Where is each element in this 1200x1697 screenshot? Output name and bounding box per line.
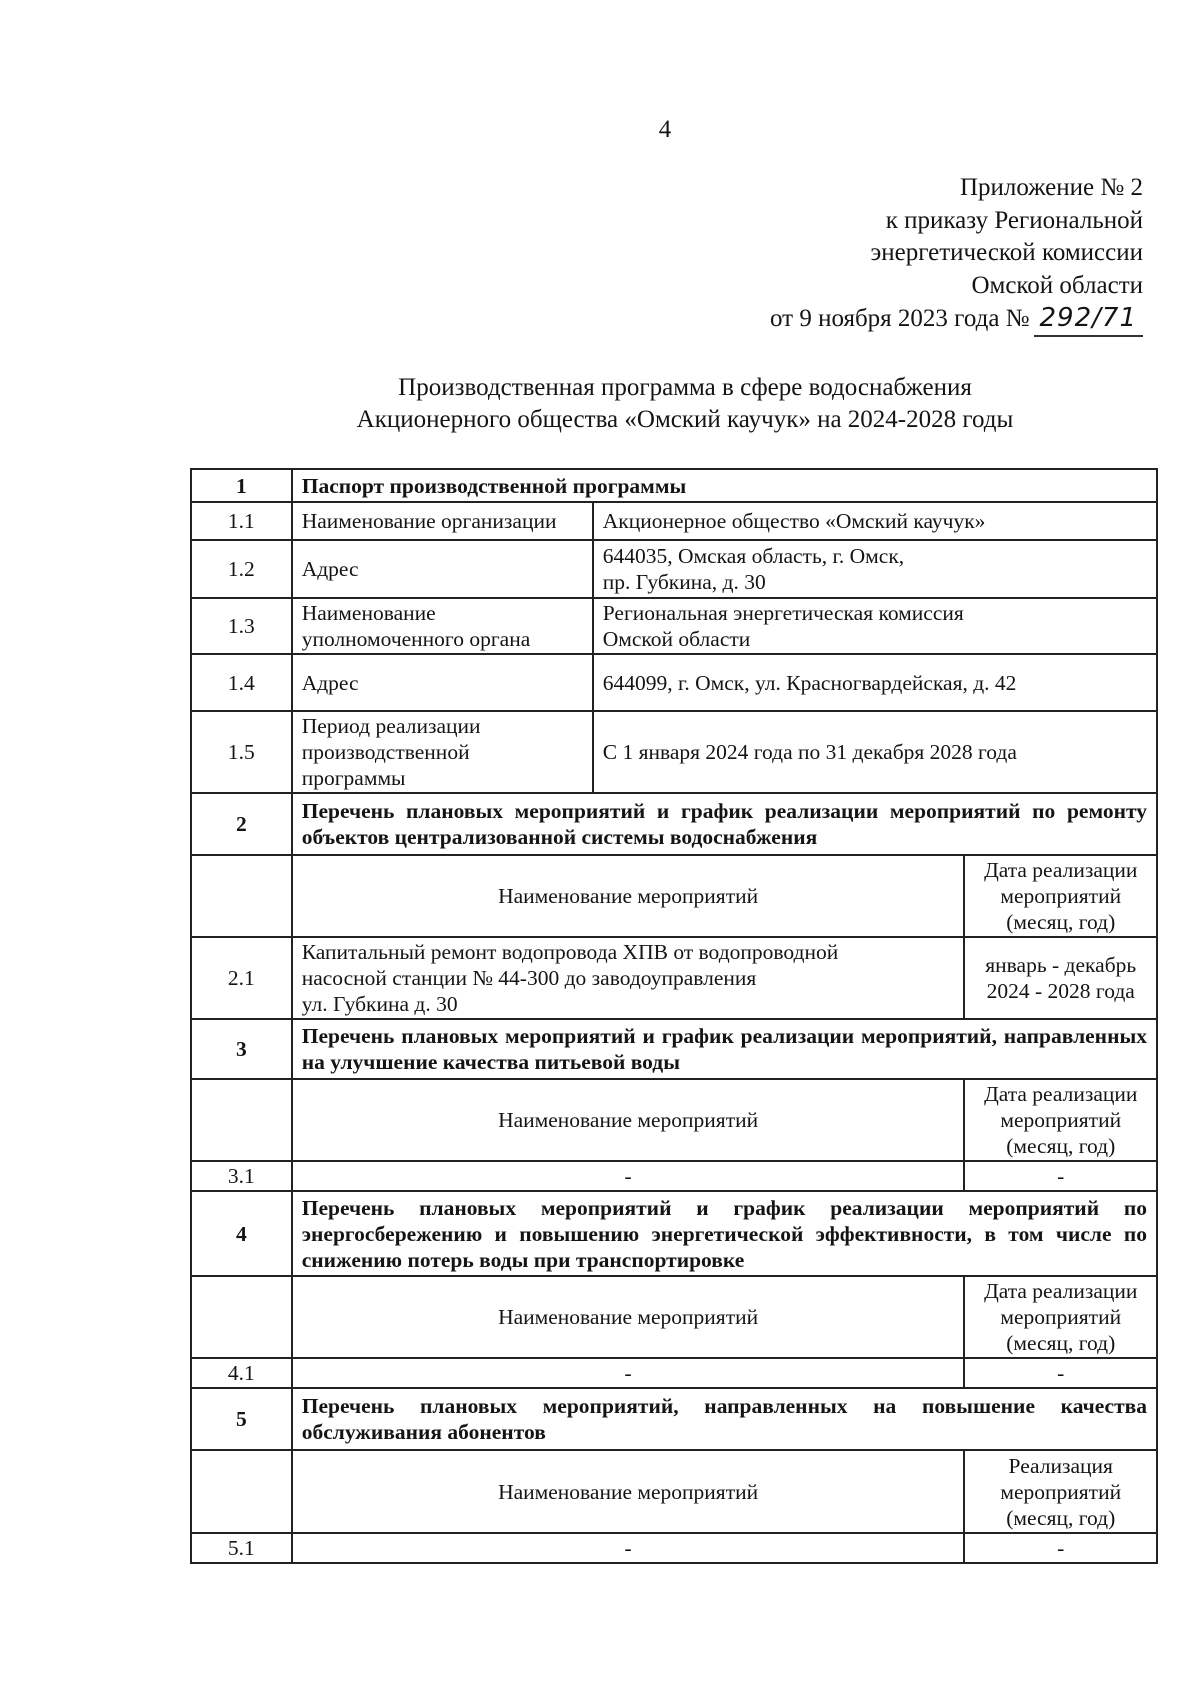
column-header-date (964, 1079, 1157, 1161)
appendix-header (770, 172, 1143, 337)
column-header-name: Наименование мероприятий (292, 1276, 965, 1358)
row-number (191, 1276, 292, 1358)
column-header-name: Наименование мероприятий (292, 1079, 965, 1161)
section-title: Перечень плановых мероприятий и график реализации мероприятий, направленных на улучшение качества питьевой воды (292, 1019, 1157, 1079)
column-header-name: Наименование мероприятий (292, 1450, 965, 1533)
label-line: производственной (301, 740, 470, 764)
appendix-line: Приложение № 2 (959, 174, 1143, 201)
header-line: (месяц, год) (1006, 1505, 1116, 1530)
document-title (180, 372, 1190, 436)
event-name: - (292, 1358, 965, 1388)
table-row (191, 654, 1157, 711)
row-number: 1.1 (191, 502, 292, 540)
appendix-line: Омской области (971, 271, 1143, 299)
title-line: Акционерного общества «Омский каучук» на 2024-2028 годы (356, 406, 1014, 433)
header-line: мероприятий (1000, 1479, 1122, 1504)
label-line: уполномоченного органа (301, 627, 531, 651)
row-number: 1 (191, 469, 292, 502)
name-line: ул. Губкина д. 30 (301, 992, 458, 1016)
row-number: 2 (191, 793, 292, 855)
header-line: Дата реализации (984, 858, 1138, 882)
program-table (190, 468, 1158, 1564)
table-row (191, 540, 1157, 598)
event-name: - (292, 1161, 965, 1191)
row-label (292, 598, 593, 654)
column-header-date (964, 1450, 1157, 1533)
appendix-date-line (770, 302, 1143, 337)
handwritten-order-number: 292/71 (1034, 302, 1143, 337)
event-name (292, 937, 965, 1019)
label-line: Наименование (301, 601, 436, 625)
section-title: Перечень плановых мероприятий, направленных на повышение качества обслуживания абонентов (292, 1388, 1157, 1450)
value-line: 644035, Омская область, г. Омск, (602, 544, 905, 568)
value-line: Омской области (602, 627, 751, 651)
page-number: 4 (658, 116, 672, 143)
column-header-date (964, 1276, 1157, 1358)
table-row (191, 1276, 1157, 1358)
row-number: 5.1 (191, 1533, 292, 1563)
row-number: 4.1 (191, 1358, 292, 1388)
row-label (292, 711, 593, 793)
row-number (191, 855, 292, 937)
row-number: 1.2 (191, 540, 292, 598)
table-row (191, 937, 1157, 1019)
header-line: Дата реализации (984, 1279, 1138, 1303)
row-number: 1.3 (191, 598, 292, 654)
row-number: 3 (191, 1019, 292, 1079)
date-line: 2024 - 2028 года (986, 979, 1135, 1003)
table-row (191, 1358, 1157, 1388)
header-line: мероприятий (1000, 884, 1122, 908)
row-number: 3.1 (191, 1161, 292, 1191)
value-line: Региональная энергетическая комиссия (602, 601, 964, 625)
table-row (191, 1533, 1157, 1563)
row-number: 1.4 (191, 654, 292, 711)
row-number (191, 1450, 292, 1533)
date-line: январь - декабрь (985, 953, 1137, 977)
table-row (191, 711, 1157, 793)
section-title: Перечень плановых мероприятий и график реализации мероприятий по энергосбережению и повышению энергетической эффективности, в том числе по снижению потерь воды при транспортировке (292, 1191, 1157, 1276)
row-number: 5 (191, 1388, 292, 1450)
column-header-date (964, 855, 1157, 937)
header-line: Реализация (1008, 1453, 1113, 1478)
table-row (191, 1161, 1157, 1191)
event-date: - (964, 1161, 1157, 1191)
label-line: программы (301, 766, 406, 790)
value-line: пр. Губкина, д. 30 (602, 570, 766, 594)
header-line: мероприятий (1000, 1305, 1122, 1329)
name-line: насосной станции № 44-300 до заводоуправления (301, 966, 757, 990)
label-line: Период реализации (301, 714, 481, 738)
header-line: (месяц, год) (1006, 1331, 1116, 1355)
appendix-line: энергетической комиссии (870, 239, 1143, 266)
appendix-line: к приказу Региональной (885, 206, 1143, 234)
row-number: 2.1 (191, 937, 292, 1019)
appendix-date-prefix: от 9 ноября 2023 года № (769, 305, 1030, 332)
row-number: 4 (191, 1191, 292, 1276)
event-name: - (292, 1533, 965, 1563)
table-row (191, 1388, 1157, 1450)
table-row (191, 1450, 1157, 1533)
event-date: - (964, 1358, 1157, 1388)
row-value (593, 598, 1157, 654)
table-row (191, 1079, 1157, 1161)
table-row (191, 502, 1157, 540)
row-value: С 1 января 2024 года по 31 декабря 2028 года (593, 711, 1157, 793)
header-line: (месяц, год) (1006, 1134, 1116, 1158)
table-row (191, 598, 1157, 654)
column-header-name: Наименование мероприятий (292, 855, 965, 937)
name-line: Капитальный ремонт водопровода ХПВ от водопроводной (301, 940, 839, 964)
header-line: (месяц, год) (1006, 910, 1116, 934)
row-number: 1.5 (191, 711, 292, 793)
header-line: мероприятий (1000, 1108, 1122, 1132)
header-line: Дата реализации (984, 1082, 1138, 1106)
row-label: Адрес (292, 654, 593, 711)
table-row (191, 1191, 1157, 1276)
table-row (191, 469, 1157, 502)
section-title: Паспорт производственной программы (292, 469, 1157, 502)
row-number (191, 1079, 292, 1161)
table-row (191, 855, 1157, 937)
title-line: Производственная программа в сфере водоснабжения (398, 374, 972, 401)
row-value: Акционерное общество «Омский каучук» (593, 502, 1157, 540)
event-date: - (964, 1533, 1157, 1563)
event-date (964, 937, 1157, 1019)
section-title: Перечень плановых мероприятий и график реализации мероприятий по ремонту объектов централизованной системы водоснабжения (292, 793, 1157, 855)
row-value: 644099, г. Омск, ул. Красногвардейская, д. 42 (593, 654, 1157, 711)
row-label: Наименование организации (292, 502, 593, 540)
table-row (191, 1019, 1157, 1079)
row-label: Адрес (292, 540, 593, 598)
row-value (593, 540, 1157, 598)
table-row (191, 793, 1157, 855)
